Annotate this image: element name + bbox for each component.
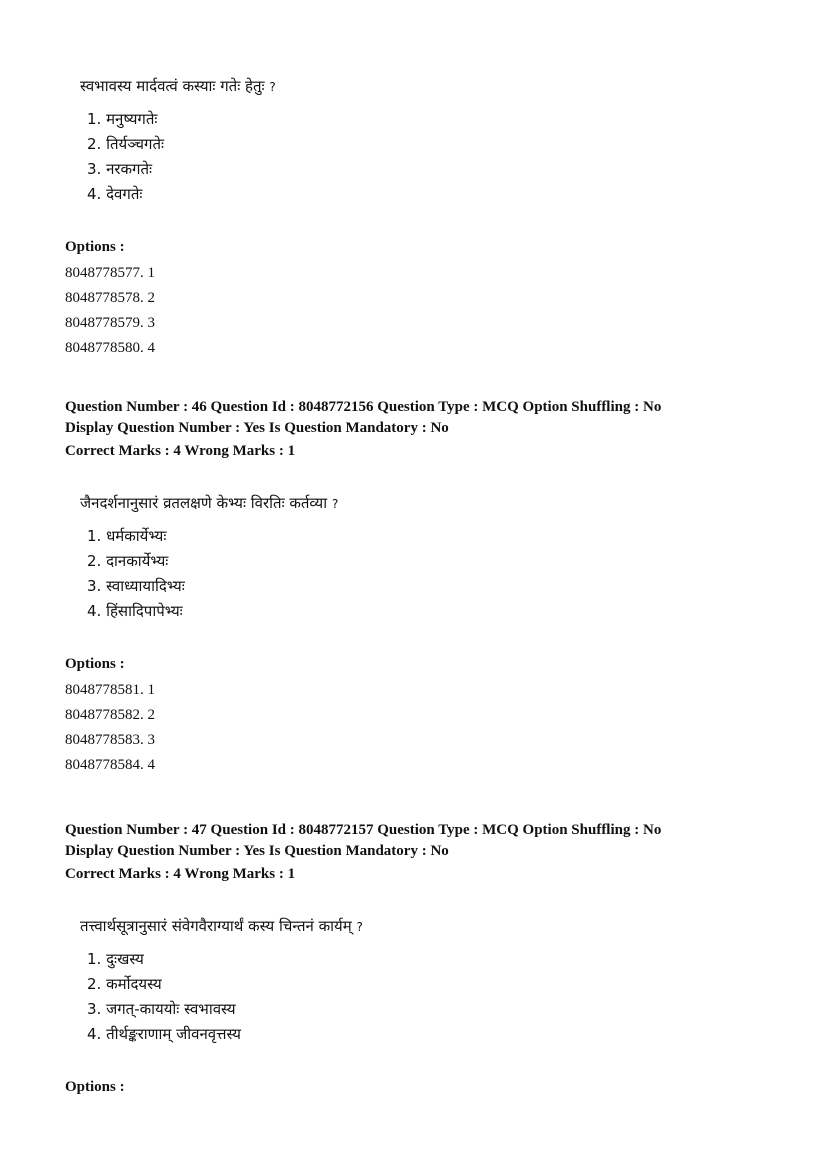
question-meta-line: Display Question Number : Yes Is Question Mandatory : No: [65, 843, 449, 859]
answer-choice: 1. धर्मकार्येभ्यः: [87, 527, 167, 545]
question-45-block: [0, 74, 826, 361]
option-id-row: 8048778582. 2: [65, 707, 155, 723]
answer-choice: 4. हिंसादिपापेभ्यः: [87, 602, 183, 620]
answer-choice: 1. दुःखस्य: [87, 950, 144, 968]
option-id-row: 8048778580. 4: [65, 340, 155, 356]
option-id-row: 8048778583. 3: [65, 732, 155, 748]
answer-choice: 3. नरकगतेः: [87, 160, 153, 178]
option-id-row: 8048778579. 3: [65, 315, 155, 331]
question-meta-line: Display Question Number : Yes Is Question Mandatory : No: [65, 420, 449, 436]
question-stem: स्वभावस्य मार्दवत्वं कस्याः गतेः हेतुः ?: [80, 77, 276, 95]
answer-choices: [87, 107, 826, 207]
answer-choices: [87, 947, 826, 1047]
options-heading: Options :: [65, 239, 125, 255]
answer-choice: 2. कर्मोदयस्य: [87, 975, 162, 993]
answer-choice: 3. जगत्-काययोः स्वभावस्य: [87, 1000, 236, 1018]
answer-choice: 2. तिर्यञ्चगतेः: [87, 135, 165, 153]
answer-choice: 1. मनुष्यगतेः: [87, 110, 158, 128]
question-meta: [65, 397, 785, 462]
question-stem: तत्त्वार्थसूत्रानुसारं संवेगवैराग्यार्थं कस्य चिन्तनं कार्यम् ?: [80, 917, 363, 935]
answer-choice: 4. तीर्थङ्कराणाम् जीवनवृत्तस्य: [87, 1025, 242, 1043]
option-id-row: 8048778584. 4: [65, 757, 155, 773]
answer-choice: 2. दानकार्येभ्यः: [87, 552, 169, 570]
question-stem: जैनदर्शनानुसारं व्रतलक्षणे केभ्यः विरतिः कर्तव्या ?: [80, 494, 339, 512]
marks-line: Correct Marks : 4 Wrong Marks : 1: [65, 443, 296, 459]
answer-choice: 3. स्वाध्यायादिभ्यः: [87, 577, 185, 595]
question-46-block: [0, 397, 826, 778]
answer-choices: [87, 524, 826, 624]
option-id-list: [65, 261, 826, 361]
answer-choice: 4. देवगतेः: [87, 185, 143, 203]
options-heading: Options :: [65, 1079, 125, 1095]
question-47-block: [0, 820, 826, 1097]
question-meta: [65, 820, 785, 885]
marks-line: Correct Marks : 4 Wrong Marks : 1: [65, 866, 296, 882]
option-id-list: [65, 678, 826, 778]
question-meta-line: Question Number : 46 Question Id : 8048772156 Question Type : MCQ Option Shuffling : No: [65, 399, 662, 415]
option-id-row: 8048778581. 1: [65, 682, 155, 698]
option-id-row: 8048778578. 2: [65, 290, 155, 306]
option-id-row: 8048778577. 1: [65, 265, 155, 281]
question-meta-line: Question Number : 47 Question Id : 8048772157 Question Type : MCQ Option Shuffling : No: [65, 822, 662, 838]
options-heading: Options :: [65, 656, 125, 672]
